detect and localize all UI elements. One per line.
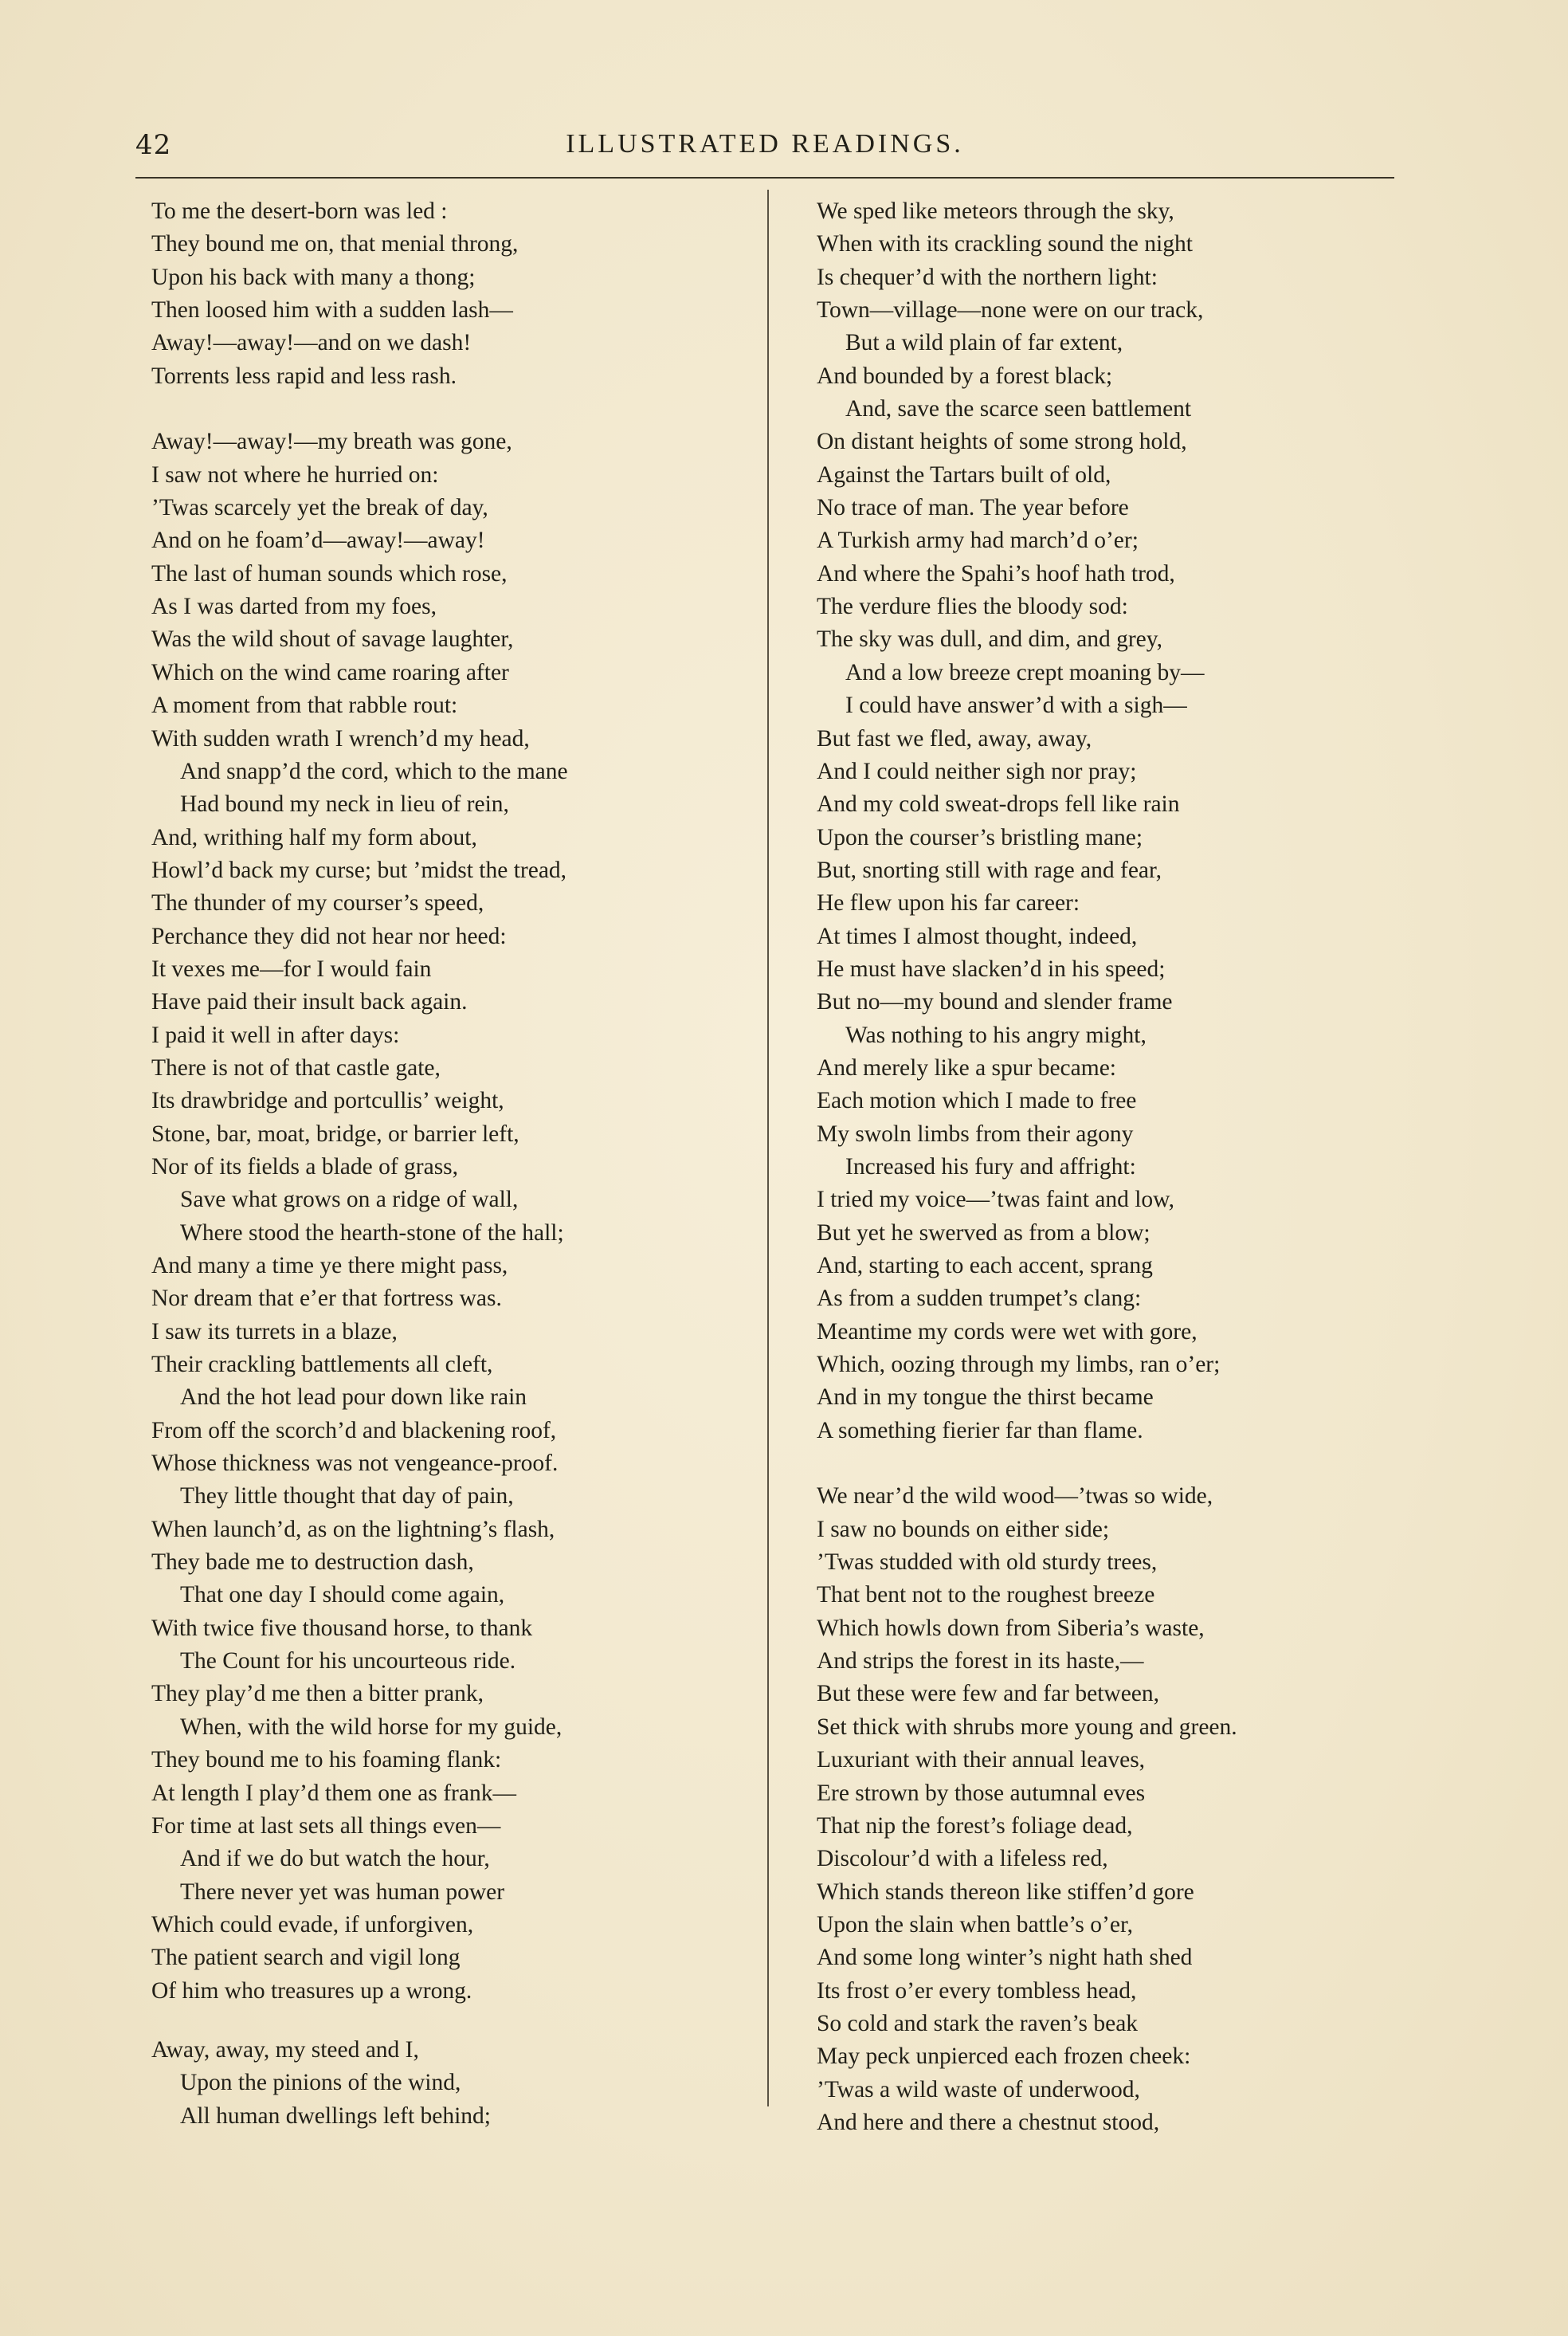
verse-line: That one day I should come again, xyxy=(180,1582,505,1608)
verse-line: A moment from that rabble rout: xyxy=(151,693,458,719)
verse-line: The verdure flies the bloody sod: xyxy=(817,594,1128,620)
verse-line: Away!—away!—my breath was gone, xyxy=(151,429,512,455)
stanza-gap xyxy=(151,2008,789,2034)
verse-line: My swoln limbs from their agony xyxy=(817,1121,1134,1147)
verse-line: They bound me on, that menial throng, xyxy=(151,231,519,257)
verse-line: A something fierier far than flame. xyxy=(817,1417,1143,1443)
verse-line: Town—village—none were on our track, xyxy=(817,297,1204,324)
verse-line: We sped like meteors through the sky, xyxy=(817,198,1174,224)
verse-line: Each motion which I made to free xyxy=(817,1088,1137,1114)
verse-line: Howl’d back my curse; but ’midst the tread, xyxy=(151,857,567,883)
verse-line: As from a sudden trumpet’s clang: xyxy=(817,1286,1142,1312)
verse-line: With sudden wrath I wrench’d my head, xyxy=(151,725,530,752)
verse-line: Which howls down from Siberia’s waste, xyxy=(817,1615,1205,1641)
verse-line: Its drawbridge and portcullis’ weight, xyxy=(151,1088,504,1114)
verse-line: ’Twas studded with old sturdy trees, xyxy=(817,1549,1158,1576)
verse-line: He must have slacken’d in his speed; xyxy=(817,956,1166,982)
verse-line: To me the desert-born was led : xyxy=(151,198,448,224)
stanza-gap xyxy=(817,1447,1454,1480)
verse-line: Torrents less rapid and less rash. xyxy=(151,363,457,389)
verse-line: At times I almost thought, indeed, xyxy=(817,923,1138,949)
stanza xyxy=(817,1480,1454,2139)
verse-line: When, with the wild horse for my guide, xyxy=(180,1714,563,1740)
verse-line: And, writhing half my form about, xyxy=(151,824,477,850)
verse-line: But fast we fled, away, away, xyxy=(817,725,1092,752)
verse-line: They bound me to his foaming flank: xyxy=(151,1747,502,1773)
verse-line: Away, away, my steed and I, xyxy=(151,2036,419,2063)
verse-line: Nor dream that e’er that fortress was. xyxy=(151,1286,502,1312)
verse-line: Which on the wind came roaring after xyxy=(151,659,509,685)
verse-line: Upon the pinions of the wind, xyxy=(180,2070,461,2096)
verse-line: With twice five thousand horse, to thank xyxy=(151,1615,533,1641)
verse-line: Was nothing to his angry might, xyxy=(845,1022,1147,1048)
verse-line: The last of human sounds which rose, xyxy=(151,560,508,587)
verse-line: Discolour’d with a lifeless red, xyxy=(817,1846,1108,1872)
verse-line: But no—my bound and slender frame xyxy=(817,989,1173,1015)
verse-line: Stone, bar, moat, bridge, or barrier left, xyxy=(151,1121,519,1147)
verse-line: I saw its turrets in a blaze, xyxy=(151,1318,398,1345)
verse-line: Its frost o’er every tombless head, xyxy=(817,1977,1137,2004)
verse-line: Of him who treasures up a wrong. xyxy=(151,1977,472,2004)
verse-line: On distant heights of some strong hold, xyxy=(817,429,1187,455)
verse-line: But a wild plain of far extent, xyxy=(845,330,1123,356)
verse-line: Was the wild shout of savage laughter, xyxy=(151,626,514,653)
page-number: 42 xyxy=(135,129,172,161)
verse-line: And on he foam’d—away!—away! xyxy=(151,528,485,554)
verse-line: No trace of man. The year before xyxy=(817,495,1129,521)
verse-line: There is not of that castle gate, xyxy=(151,1054,441,1081)
stanza xyxy=(151,195,789,393)
verse-line: The sky was dull, and dim, and grey, xyxy=(817,626,1162,653)
verse-line: And, starting to each accent, sprang xyxy=(817,1253,1153,1278)
header-rule xyxy=(135,177,1394,179)
verse-line: That nip the forest’s foliage dead, xyxy=(817,1812,1133,1839)
verse-line: They little thought that day of pain, xyxy=(180,1483,514,1510)
verse-line: The thunder of my courser’s speed, xyxy=(151,890,484,917)
verse-line: Where stood the hearth-stone of the hall; xyxy=(180,1219,564,1246)
right-column xyxy=(817,195,1454,2139)
verse-line: I paid it well in after days: xyxy=(151,1022,400,1048)
verse-line: All human dwellings left behind; xyxy=(180,2102,491,2129)
verse-line: Is chequer’d with the northern light: xyxy=(817,264,1158,290)
verse-line: Their crackling battlements all cleft, xyxy=(151,1352,493,1378)
verse-line: Nor of its fields a blade of grass, xyxy=(151,1153,459,1180)
verse-line: And merely like a spur became: xyxy=(817,1054,1116,1081)
verse-line: They bade me to destruction dash, xyxy=(151,1549,474,1576)
verse-line: Meantime my cords were wet with gore, xyxy=(817,1318,1198,1345)
stanza xyxy=(817,195,1454,1447)
verse-line: Upon his back with many a thong; xyxy=(151,264,476,290)
verse-line: ’Twas scarcely yet the break of day, xyxy=(151,495,488,521)
verse-line: And many a time ye there might pass, xyxy=(151,1253,508,1278)
verse-line: And in my tongue the thirst became xyxy=(817,1384,1154,1411)
verse-line: The Count for his uncourteous ride. xyxy=(180,1648,516,1674)
verse-line: I saw not where he hurried on: xyxy=(151,461,439,488)
verse-line: And some long winter’s night hath shed xyxy=(817,1945,1193,1971)
running-title: ILLUSTRATED READINGS. xyxy=(566,129,964,159)
verse-line: As I was darted from my foes, xyxy=(151,594,437,620)
stanza xyxy=(151,426,789,2008)
verse-line: And here and there a chestnut stood, xyxy=(817,2109,1160,2135)
verse-line: Against the Tartars built of old, xyxy=(817,461,1111,488)
verse-line: A Turkish army had march’d o’er; xyxy=(817,528,1139,554)
verse-line: Which, oozing through my limbs, ran o’er; xyxy=(817,1352,1221,1378)
verse-line: I saw no bounds on either side; xyxy=(817,1516,1110,1542)
verse-line: Away!—away!—and on we dash! xyxy=(151,330,472,356)
verse-line: There never yet was human power xyxy=(180,1879,505,1905)
verse-line: And, save the scarce seen battlement xyxy=(845,396,1192,422)
verse-line: May peck unpierced each frozen cheek: xyxy=(817,2044,1191,2070)
verse-line: Set thick with shrubs more young and green. xyxy=(817,1714,1237,1740)
verse-line: Save what grows on a ridge of wall, xyxy=(180,1187,519,1213)
verse-line: Upon the courser’s bristling mane; xyxy=(817,824,1143,850)
verse-line: Increased his fury and affright: xyxy=(845,1153,1136,1180)
verse-line: But, snorting still with rage and fear, xyxy=(817,857,1162,883)
verse-line: But yet he swerved as from a blow; xyxy=(817,1219,1151,1246)
verse-line: It vexes me—for I would fain xyxy=(151,956,432,982)
verse-line: Whose thickness was not vengeance-proof. xyxy=(151,1451,559,1477)
verse-line: But these were few and far between, xyxy=(817,1681,1160,1707)
verse-line: And the hot lead pour down like rain xyxy=(180,1384,527,1411)
verse-line: ’Twas a wild waste of underwood, xyxy=(817,2076,1140,2102)
verse-line: Then loosed him with a sudden lash— xyxy=(151,297,513,324)
stanza-gap xyxy=(151,393,789,426)
verse-line: And if we do but watch the hour, xyxy=(180,1846,490,1872)
verse-line: Ere strown by those autumnal eves xyxy=(817,1780,1146,1806)
verse-line: Have paid their insult back again. xyxy=(151,989,468,1015)
verse-line: At length I play’d them one as frank— xyxy=(151,1780,516,1806)
running-head xyxy=(135,129,1394,169)
verse-line: That bent not to the roughest breeze xyxy=(817,1582,1155,1608)
verse-line: And bounded by a forest black; xyxy=(817,363,1113,389)
verse-line: For time at last sets all things even— xyxy=(151,1812,501,1839)
verse-line: And snapp’d the cord, which to the mane xyxy=(180,758,568,784)
verse-line: Luxuriant with their annual leaves, xyxy=(817,1747,1146,1773)
verse-line: And my cold sweat-drops fell like rain xyxy=(817,791,1180,818)
verse-line: Upon the slain when battle’s o’er, xyxy=(817,1911,1133,1938)
verse-line: When launch’d, as on the lightning’s flash, xyxy=(151,1516,555,1542)
verse-line: They play’d me then a bitter prank, xyxy=(151,1681,484,1707)
verse-line: I tried my voice—’twas faint and low, xyxy=(817,1187,1174,1213)
stanza xyxy=(151,2034,789,2133)
verse-line: Had bound my neck in lieu of rein, xyxy=(180,791,509,818)
verse-line: When with its crackling sound the night xyxy=(817,231,1193,257)
verse-line: The patient search and vigil long xyxy=(151,1945,461,1971)
verse-line: He flew upon his far career: xyxy=(817,890,1080,917)
verse-line: I could have answer’d with a sigh— xyxy=(845,693,1187,719)
verse-line: So cold and stark the raven’s beak xyxy=(817,2010,1139,2036)
verse-line: And I could neither sigh nor pray; xyxy=(817,758,1137,784)
verse-line: Perchance they did not hear nor heed: xyxy=(151,923,507,949)
verse-line: Which stands thereon like stiffen’d gore xyxy=(817,1879,1194,1905)
left-column xyxy=(151,195,789,2133)
verse-line: And where the Spahi’s hoof hath trod, xyxy=(817,560,1175,587)
verse-line: And a low breeze crept moaning by— xyxy=(845,659,1205,685)
verse-line: Which could evade, if unforgiven, xyxy=(151,1911,474,1938)
verse-line: And strips the forest in its haste,— xyxy=(817,1648,1144,1674)
verse-line: From off the scorch’d and blackening roof, xyxy=(151,1417,557,1443)
verse-line: We near’d the wild wood—’twas so wide, xyxy=(817,1483,1213,1510)
